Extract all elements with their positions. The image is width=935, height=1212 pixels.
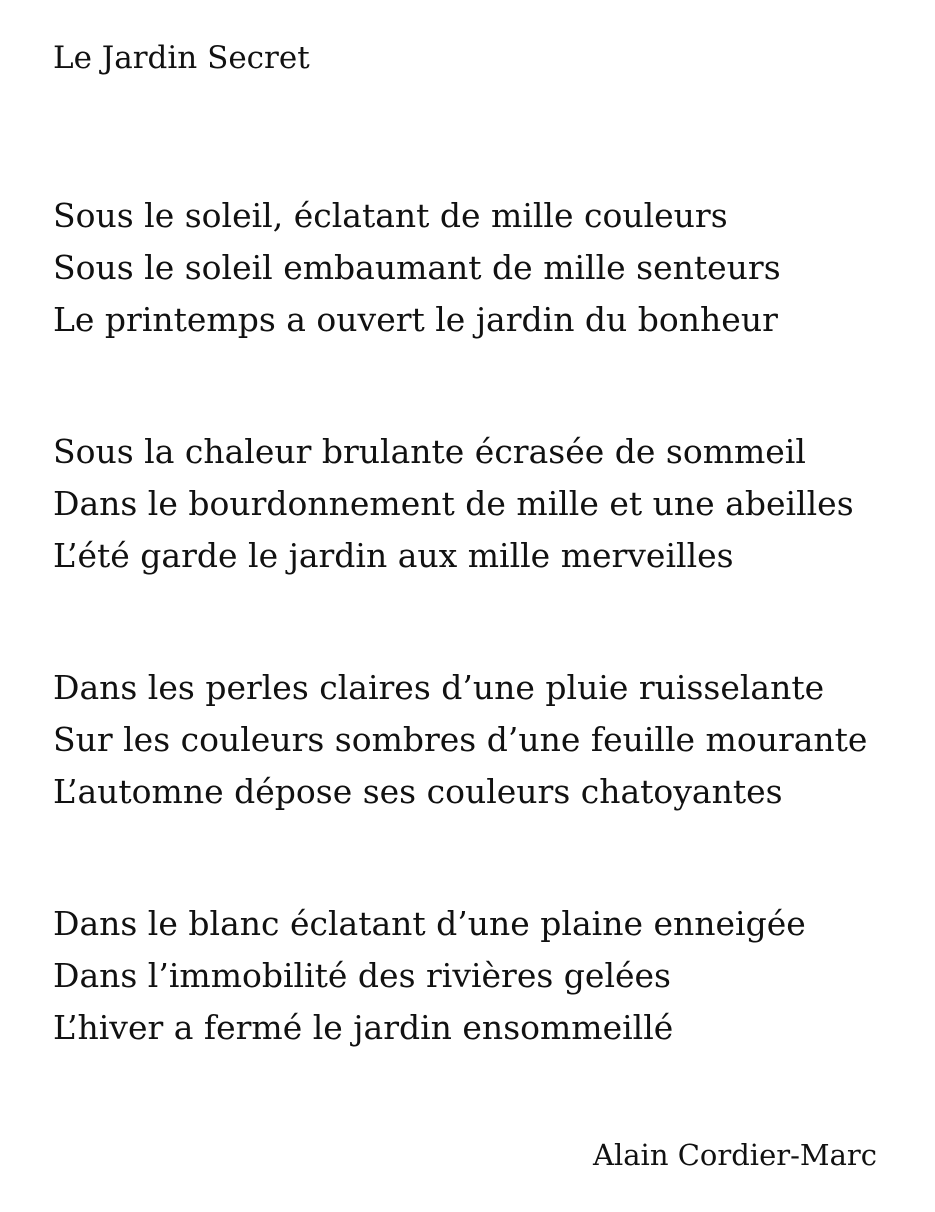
poem-line: Dans l’immobilité des rivières gelées: [53, 956, 671, 995]
poem-line: L’été garde le jardin aux mille merveilles: [53, 536, 734, 575]
poem-line: L’hiver a fermé le jardin ensommeillé: [53, 1008, 674, 1047]
stanza-autumn: [53, 662, 923, 818]
poem-line: Dans le bourdonnement de mille et une abeilles: [53, 484, 854, 523]
poem-line: Sous la chaleur brulante écrasée de sommeil: [53, 432, 806, 471]
stanza-spring: [53, 190, 923, 346]
poem-author: Alain Cordier-Marc: [593, 1138, 877, 1172]
poem-title: Le Jardin Secret: [53, 40, 310, 76]
poem-line: Sous le soleil embaumant de mille senteurs: [53, 248, 781, 287]
poem-line: Dans le blanc éclatant d’une plaine enneigée: [53, 904, 806, 943]
poem-line: Sur les couleurs sombres d’une feuille mourante: [53, 720, 868, 759]
poem-line: Sous le soleil, éclatant de mille couleurs: [53, 196, 728, 235]
poem-line: Le printemps a ouvert le jardin du bonheur: [53, 300, 778, 339]
poem-line: L’automne dépose ses couleurs chatoyantes: [53, 772, 783, 811]
poem-line: Dans les perles claires d’une pluie ruisselante: [53, 668, 825, 707]
stanza-winter: [53, 898, 923, 1054]
stanza-summer: [53, 426, 923, 582]
